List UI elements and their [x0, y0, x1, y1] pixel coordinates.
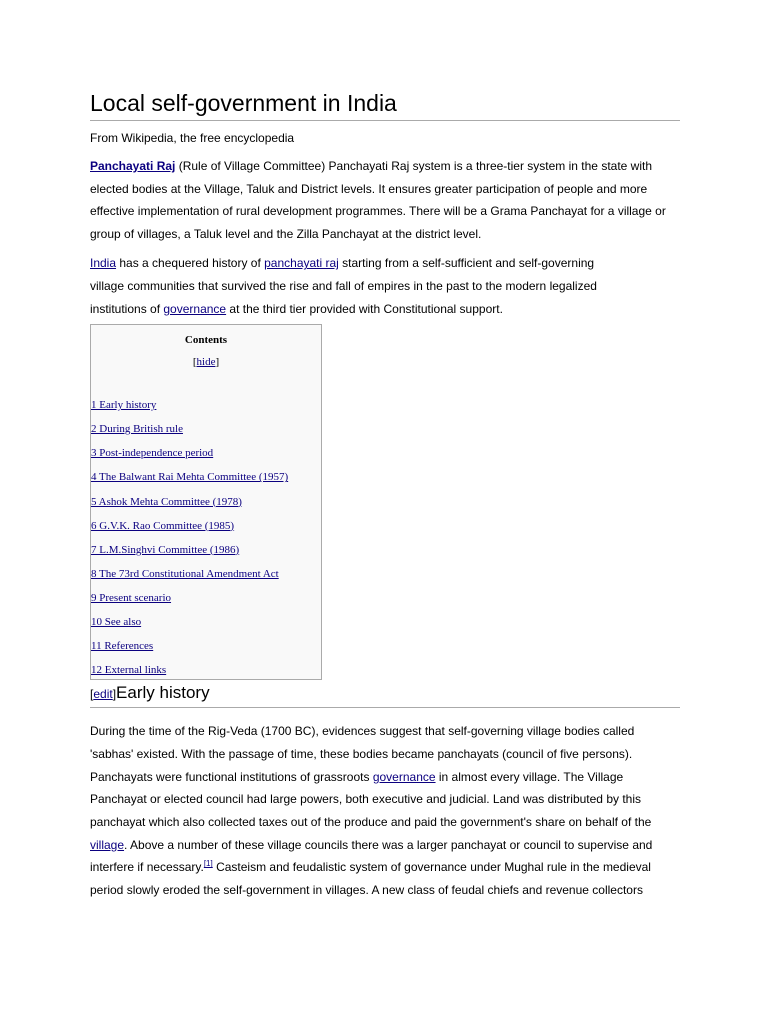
section-heading-early-history	[90, 682, 680, 708]
toc-link-british-rule[interactable]: 2 During British rule	[91, 423, 183, 436]
governance-link-2[interactable]: governance	[372, 769, 436, 784]
toc-link-ashok-mehta[interactable]: 5 Ashok Mehta Committee (1978)	[91, 495, 242, 508]
toc-list	[91, 393, 288, 682]
toc-item	[91, 465, 288, 489]
toc-link-present-scenario[interactable]: 9 Present scenario	[91, 591, 172, 604]
toc-item	[91, 514, 288, 538]
toc-link-73rd-amendment[interactable]: 8 The 73rd Constitutional Amendment Act	[91, 567, 279, 580]
toc-item	[91, 538, 288, 562]
toc-hide-open-bracket: [	[192, 356, 197, 369]
early-history-paragraph	[90, 720, 674, 902]
toc-item	[91, 610, 288, 634]
toc-link-references[interactable]: 11 References	[91, 640, 154, 653]
toc-item	[91, 658, 288, 682]
intro-paragraph-1	[90, 155, 680, 245]
reference-1-link[interactable]: [1]	[203, 859, 213, 869]
table-of-contents	[90, 324, 322, 680]
toc-link-gvk-rao[interactable]: 6 G.V.K. Rao Committee (1985)	[91, 519, 235, 532]
panchayati-raj-link[interactable]: Panchayati Raj	[90, 159, 176, 173]
toc-hide-control	[91, 355, 321, 369]
article	[90, 88, 680, 902]
toc-link-external-links[interactable]: 12 External links	[91, 664, 167, 677]
toc-link-early-history[interactable]: 1 Early history	[91, 399, 157, 412]
toc-item	[91, 441, 288, 465]
toc-title: Contents	[184, 334, 228, 347]
toc-item	[91, 562, 288, 586]
toc-hide-close-bracket: ]	[215, 356, 220, 369]
governance-link[interactable]: governance	[163, 301, 227, 316]
intro-1-text: (Rule of Village Committee) Panchayati Raj system is a three-tier system in the state with elected bodies at the Village, Taluk and District levels. It ensures greater participation of people and more effective implementation of rural development programmes. There will be a Grama Panchayat for a village or group of villages, a Taluk level and the Zilla Panchayat at the district level.	[90, 159, 666, 241]
intro-paragraph-2	[90, 252, 625, 320]
toc-link-balwant-rai-mehta[interactable]: 4 The Balwant Rai Mehta Committee (1957)	[91, 471, 289, 484]
toc-link-post-independence[interactable]: 3 Post-independence period	[91, 447, 214, 460]
site-tagline: From Wikipedia, the free encyclopedia	[90, 131, 295, 145]
toc-hide-link[interactable]: hide	[196, 356, 216, 369]
early-history-text-1: During the time of the Rig-Veda (1700 BC), evidences suggest that self-governing village bodies called 'sabhas' existed. With the passage of time, these bodies became panchayats (council of five persons). Panchayats were functional institutions of grassroots	[90, 724, 635, 784]
toc-item	[91, 586, 288, 610]
village-link[interactable]: village	[90, 837, 125, 852]
page-title: Local self-government in India	[90, 88, 680, 121]
edit-section-link[interactable]: edit	[93, 687, 113, 702]
edit-section-control	[90, 687, 116, 701]
edit-close-bracket: ]	[112, 687, 117, 702]
india-link[interactable]: India	[90, 256, 117, 271]
edit-open-bracket: [	[90, 687, 94, 702]
toc-item	[91, 634, 288, 658]
section-heading-text: Early history	[116, 683, 210, 703]
toc-link-see-also[interactable]: 10 See also	[91, 616, 142, 628]
intro-2-text-1: has a chequered history of	[116, 256, 265, 271]
intro-2-text-2: starting from a self-sufficient and self-governing village communities that survived the rise and fall of empires in the past to the modern legalized institutions of	[90, 256, 597, 316]
intro-2-text-3: at the third tier provided with Constitutional support.	[226, 301, 503, 316]
toc-item	[91, 393, 288, 417]
toc-link-lm-singhvi[interactable]: 7 L.M.Singhvi Committee (1986)	[91, 543, 240, 556]
early-history-text-4: Casteism and feudalistic system of governance under Mughal rule in the medieval period slowly eroded the self-government in villages. A new class of feudal chiefs and revenue collectors	[90, 860, 651, 898]
toc-item	[91, 490, 288, 514]
panchayati-raj-lowercase-link[interactable]: panchayati raj	[264, 256, 339, 271]
toc-item	[91, 417, 288, 441]
early-history-text-3: . Above a number of these village councils there was a larger panchayat or council to supervise and interfere if necessary.	[90, 837, 653, 875]
early-history-text-2: in almost every village. The Village Panchayat or elected council had large powers, both executive and judicial. Land was distributed by this panchayat which also collected taxes out of the produce and paid the government's share on behalf of the	[90, 769, 652, 829]
